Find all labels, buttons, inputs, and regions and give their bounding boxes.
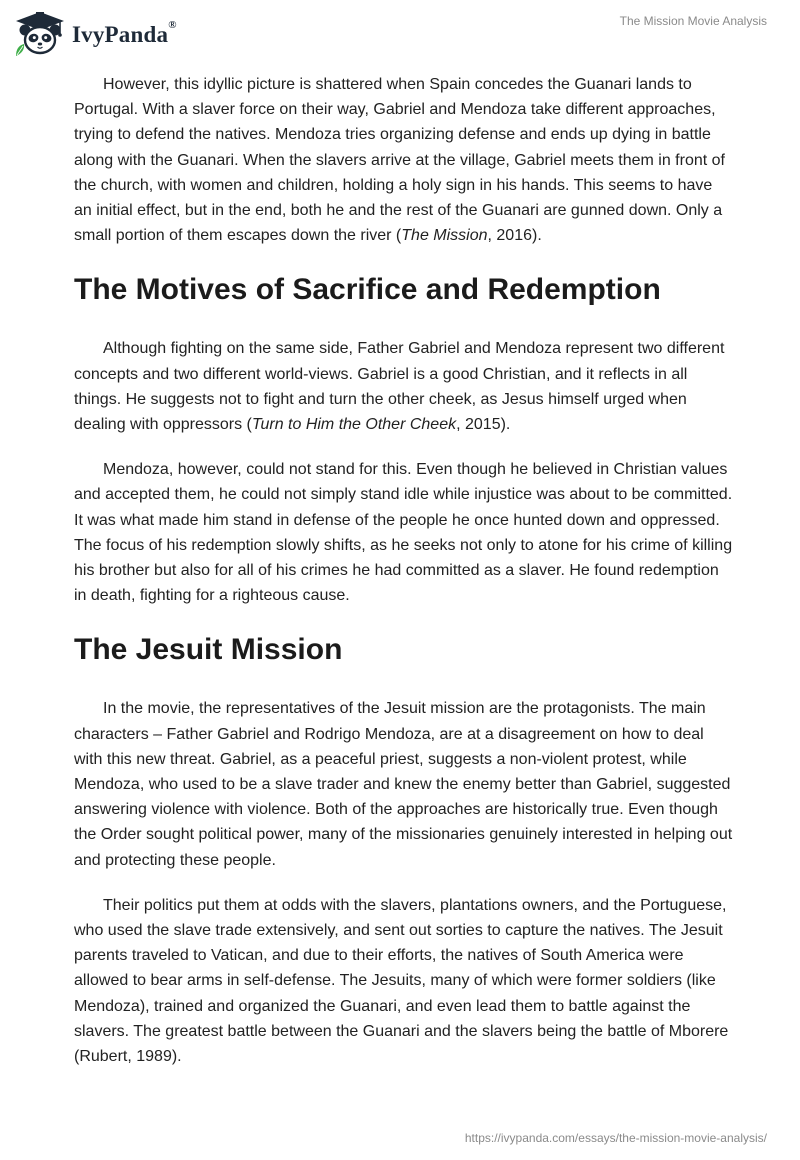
paragraph: Mendoza, however, could not stand for this. Even though he believed in Christian values and accepted them, he could not simply stand idle while injustice was about to be committed. It was what made him stand in defense of the people he once hunted down and oppressed. The focus of his redemption slowly shifts, as he seeks not only to atone for his crime of killing his brother but also for all of his crimes he had committed as a slaver. He found redemption in death, fighting for a righteous cause. — [74, 461, 733, 605]
ivypanda-logo[interactable] — [12, 10, 177, 58]
citation-title: Turn to Him the Other Cheek — [251, 416, 457, 434]
panda-graduate-icon — [12, 10, 68, 58]
paragraph: Although fighting on the same side, Father Gabriel and Mendoza represent two different concepts and two different world-views. Gabriel is a good Christian, and it reflects in all things. He suggests not to fight and turn the other cheek, as Jesus himself urged when dealing with oppressors (Turn to Him the Other Cheek, 2015). — [74, 340, 725, 434]
paragraph: In the movie, the representatives of the Jesuit mission are the protagonists. The main characters – Father Gabriel and Rodrigo Mendoza, are at a disagreement on how to deal with this new threat. Gabriel, as a peaceful priest, suggests a non-violent protest, while Mendoza, who used to be a slave trader and knew the enemy better than Gabriel, suggested answering violence with violence. Both of the approaches are historically true. Even though the Order sought political power, many of the missionaries genuinely interested in helping out and protecting these people. — [74, 700, 733, 869]
source-url[interactable]: https://ivypanda.com/essays/the-mission-movie-analysis/ — [464, 1131, 767, 1145]
brand-name: IvyPanda® — [72, 19, 177, 47]
citation-title: The Mission — [401, 227, 488, 245]
document-title: The Mission Movie Analysis — [619, 14, 767, 28]
section-heading-sacrifice-redemption: The Motives of Sacrifice and Redemption — [74, 273, 661, 307]
section-heading-jesuit-mission: The Jesuit Mission — [74, 633, 343, 667]
paragraph: Their politics put them at odds with the slavers, plantations owners, and the Portuguese, who used the slave trade extensively, and sent out sorties to capture the natives. The Jesuit parents traveled to Vatican, and due to their efforts, the natives of South America were allowed to bear arms in self-defense. The Jesuits, many of which were former soldiers (like Mendoza), trained and organized the Guanari, and even lead them to battle against the slavers. The greatest battle between the Guanari and the slavers being the battle of Mborere (Rubert, 1989). — [74, 896, 729, 1066]
essay-content — [74, 72, 734, 1089]
registered-mark: ® — [168, 19, 177, 31]
paragraph: However, this idyllic picture is shattered when Spain concedes the Guanari lands to Portugal. With a slaver force on their way, Gabriel and Mendoza take different approaches, trying to defend the natives. Mendoza tries organizing defense and ends up dying in battle along with the Guanari. When the slavers arrive at the village, Gabriel meets them in front of the church, with women and children, holding a holy sign in his hands. This seems to have an initial effect, but in the end, both he and the rest of the Guanari are gunned down. Only a small portion of them escapes down the river (The Mission, 2016). — [74, 76, 725, 245]
page-header — [0, 0, 800, 70]
